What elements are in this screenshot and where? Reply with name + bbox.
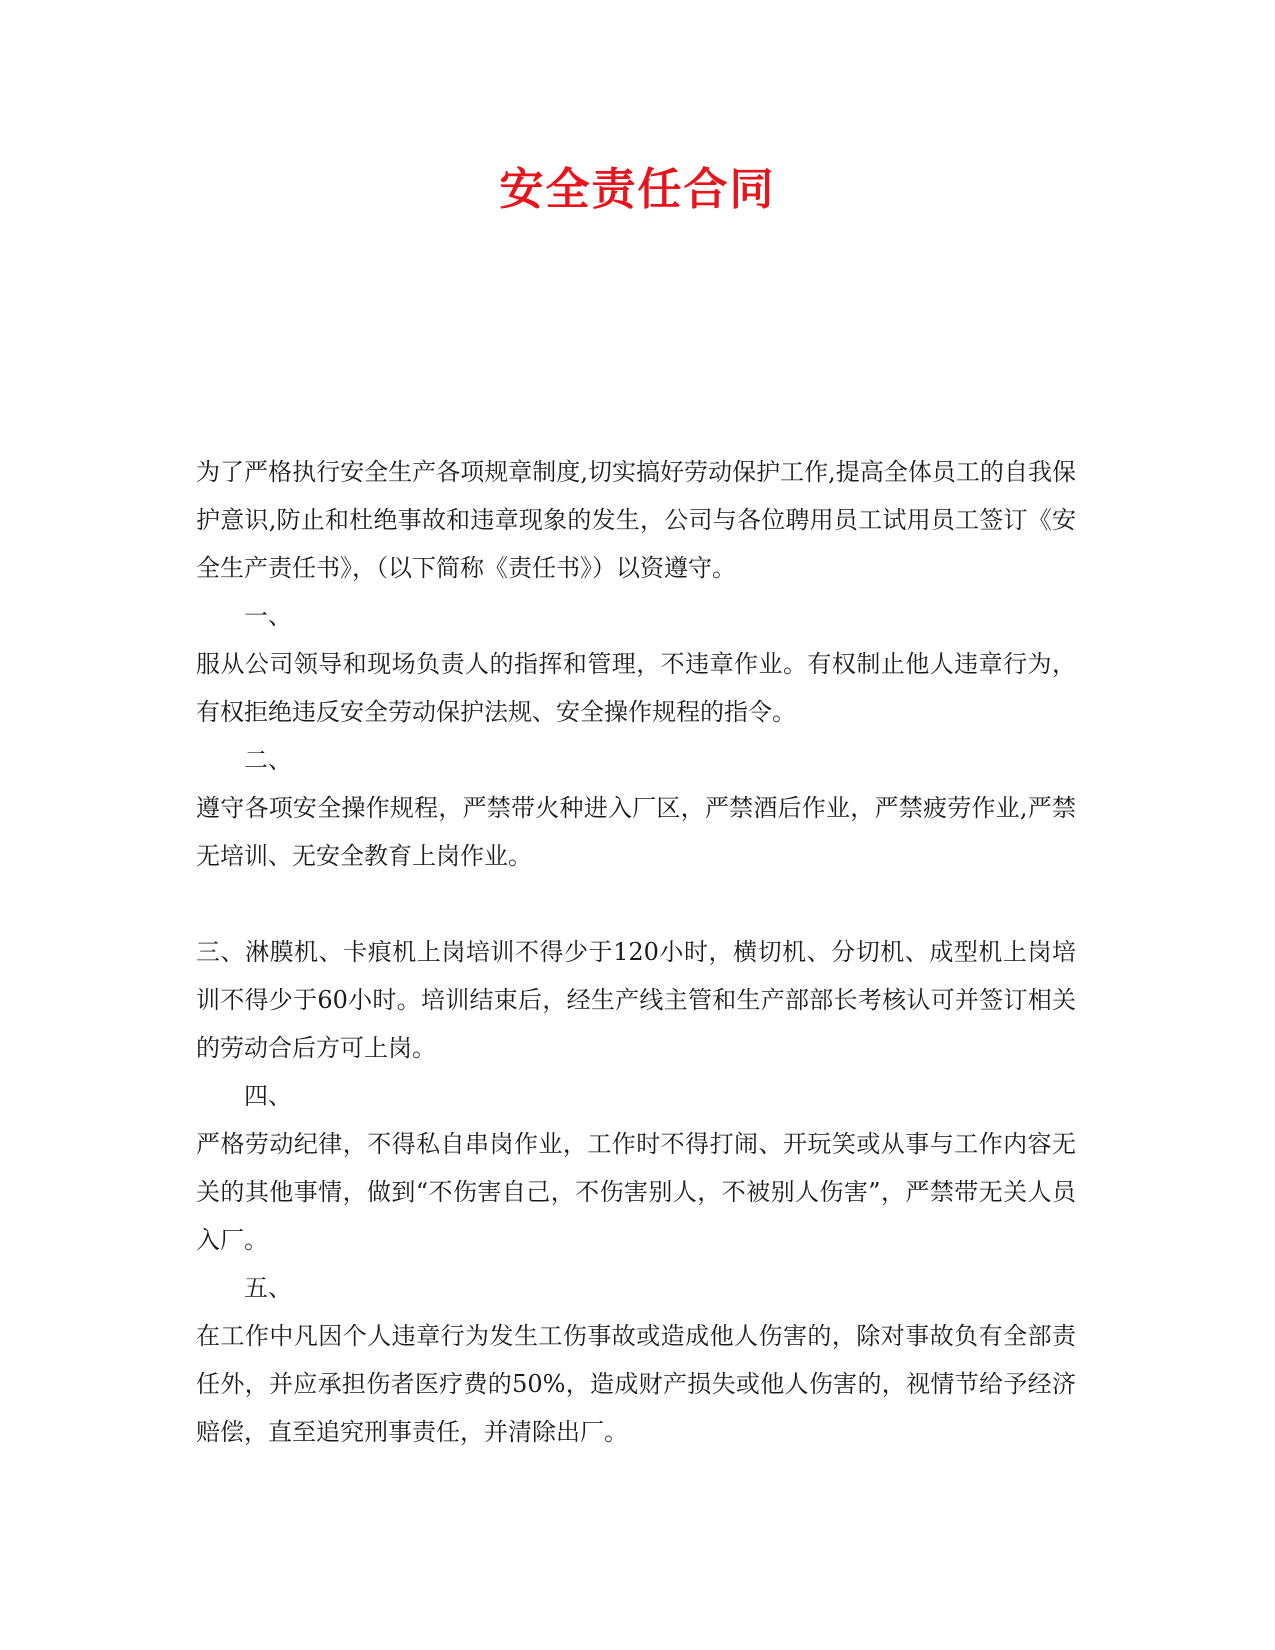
section-text-5: 在工作中凡因个人违章行为发生工伤事故或造成他人伤害的，除对事故负有全部责任外，并应承担伤者医疗费的50%，造成财产损失或他人伤害的，视情节给予经济赔偿，直至追究刑事责任，并清除出厂。 (196, 1322, 1076, 1446)
section-text-4: 严格劳动纪律，不得私自串岗作业，工作时不得打闹、开玩笑或从事与工作内容无关的其他事情，做到“不伤害自己，不伤害别人，不被别人伤害”，严禁带无关人员入厂。 (196, 1130, 1076, 1254)
section-number-1: 一、 (244, 602, 292, 630)
section-text-1: 服从公司领导和现场负责人的指挥和管理，不违章作业。有权制止他人违章行为，有权拒绝违反安全劳动保护法规、安全操作规程的指令。 (196, 650, 1076, 726)
blank-line (196, 880, 1076, 928)
section-text-3: 三、淋膜机、卡痕机上岗培训不得少于120小时，横切机、分切机、成型机上岗培训不得少于60小时。培训结束后，经生产线主管和生产部部长考核认可并签订相关的劳动合后方可上岗。 (196, 938, 1076, 1062)
section-text-2: 遵守各项安全操作规程，严禁带火种进入厂区，严禁酒后作业，严禁疲劳作业,严禁无培训、无安全教育上岗作业。 (196, 794, 1076, 870)
section-number-5: 五、 (244, 1274, 292, 1302)
document-title: 安全责任合同 (499, 164, 776, 215)
intro-paragraph: 为了严格执行安全生产各项规章制度,切实搞好劳动保护工作,提高全体员工的自我保护意识,防止和杜绝事故和违章现象的发生，公司与各位聘用员工试用员工签订《安全生产责任书》，（以下简称《责任书》）以资遵守。 (196, 458, 1076, 582)
document-body (196, 448, 1076, 1456)
section-number-2: 二、 (244, 746, 292, 774)
section-number-4: 四、 (244, 1082, 292, 1110)
